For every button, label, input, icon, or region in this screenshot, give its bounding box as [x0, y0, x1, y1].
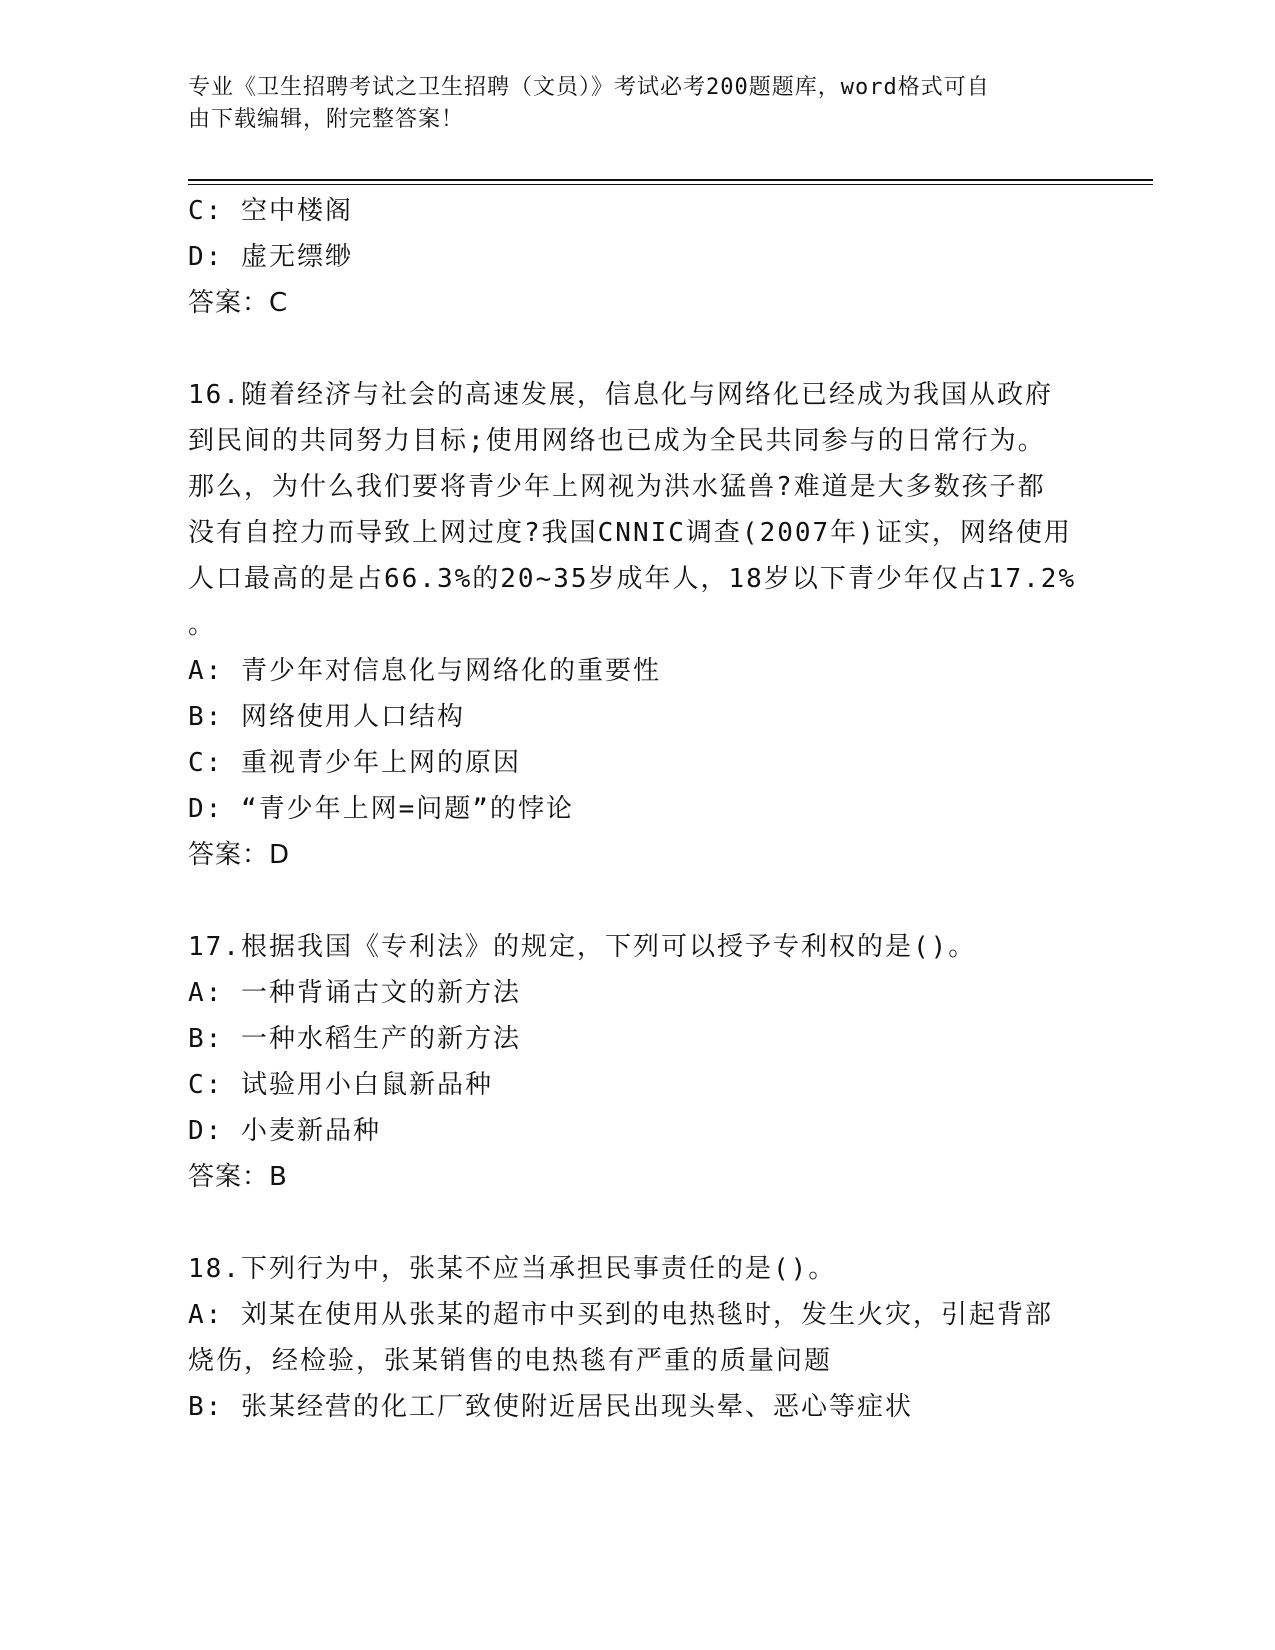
- q16-stem: [188, 372, 1093, 648]
- header-line-2: 由下载编辑，附完整答案！: [188, 107, 465, 132]
- header-rule-thick: [188, 179, 1153, 181]
- q15-answer: 答案：C: [188, 288, 289, 318]
- q15-option-c: C: 空中楼阁: [188, 196, 353, 226]
- q16-stem-line: 16.随着经济与社会的高速发展，信息化与网络化已经成为我国从政府: [188, 380, 1053, 410]
- header-rule-thin: [188, 184, 1153, 185]
- spacer: [188, 878, 1093, 924]
- q16-answer: 答案：D: [188, 840, 291, 870]
- q17-option-a: A: 一种背诵古文的新方法: [188, 978, 521, 1008]
- q17-stem: 17.根据我国《专利法》的规定，下列可以授予专利权的是()。: [188, 932, 977, 962]
- document-header: [188, 72, 1068, 136]
- q16-option-d: D: “青少年上网=问题”的悖论: [188, 794, 574, 824]
- q16-option-c: C: 重视青少年上网的原因: [188, 748, 521, 778]
- q16-stem-line: 到民间的共同努力目标;使用网络也已成为全民共同参与的日常行为。: [188, 426, 1046, 456]
- q17-option-c: C: 试验用小白鼠新品种: [188, 1070, 493, 1100]
- q16-stem-line: 人口最高的是占66.3%的20~35岁成年人，18岁以下青少年仅占17.2%: [188, 564, 1077, 594]
- q18-option-a-line: 烧伤，经检验，张某销售的电热毯有严重的质量问题: [188, 1346, 833, 1376]
- q18-stem: 18.下列行为中，张某不应当承担民事责任的是()。: [188, 1254, 837, 1284]
- q18-option-a: [188, 1292, 1093, 1384]
- q18-option-b: B: 张某经营的化工厂致使附近居民出现头晕、恶心等症状: [188, 1392, 913, 1422]
- q16-option-a: A: 青少年对信息化与网络化的重要性: [188, 656, 661, 686]
- q16-option-b: B: 网络使用人口结构: [188, 702, 465, 732]
- q17-answer: 答案：B: [188, 1162, 288, 1192]
- document-body: [188, 188, 1093, 1430]
- spacer: [188, 1200, 1093, 1246]
- q16-stem-line: 没有自控力而导致上网过度?我国CNNIC调查(2007年)证实，网络使用: [188, 518, 1072, 548]
- q18-option-a-line: A: 刘某在使用从张某的超市中买到的电热毯时，发生火灾，引起背部: [188, 1300, 1053, 1330]
- q15-option-d: D: 虚无缥缈: [188, 242, 353, 272]
- q16-stem-line: 那么，为什么我们要将青少年上网视为洪水猛兽?难道是大多数孩子都: [188, 472, 1046, 502]
- spacer: [188, 326, 1093, 372]
- header-line-1: 专业《卫生招聘考试之卫生招聘（文员）》考试必考200题题库，word格式可自: [188, 75, 990, 100]
- q16-stem-line: 。: [188, 610, 217, 640]
- q17-option-d: D: 小麦新品种: [188, 1116, 381, 1146]
- q17-option-b: B: 一种水稻生产的新方法: [188, 1024, 521, 1054]
